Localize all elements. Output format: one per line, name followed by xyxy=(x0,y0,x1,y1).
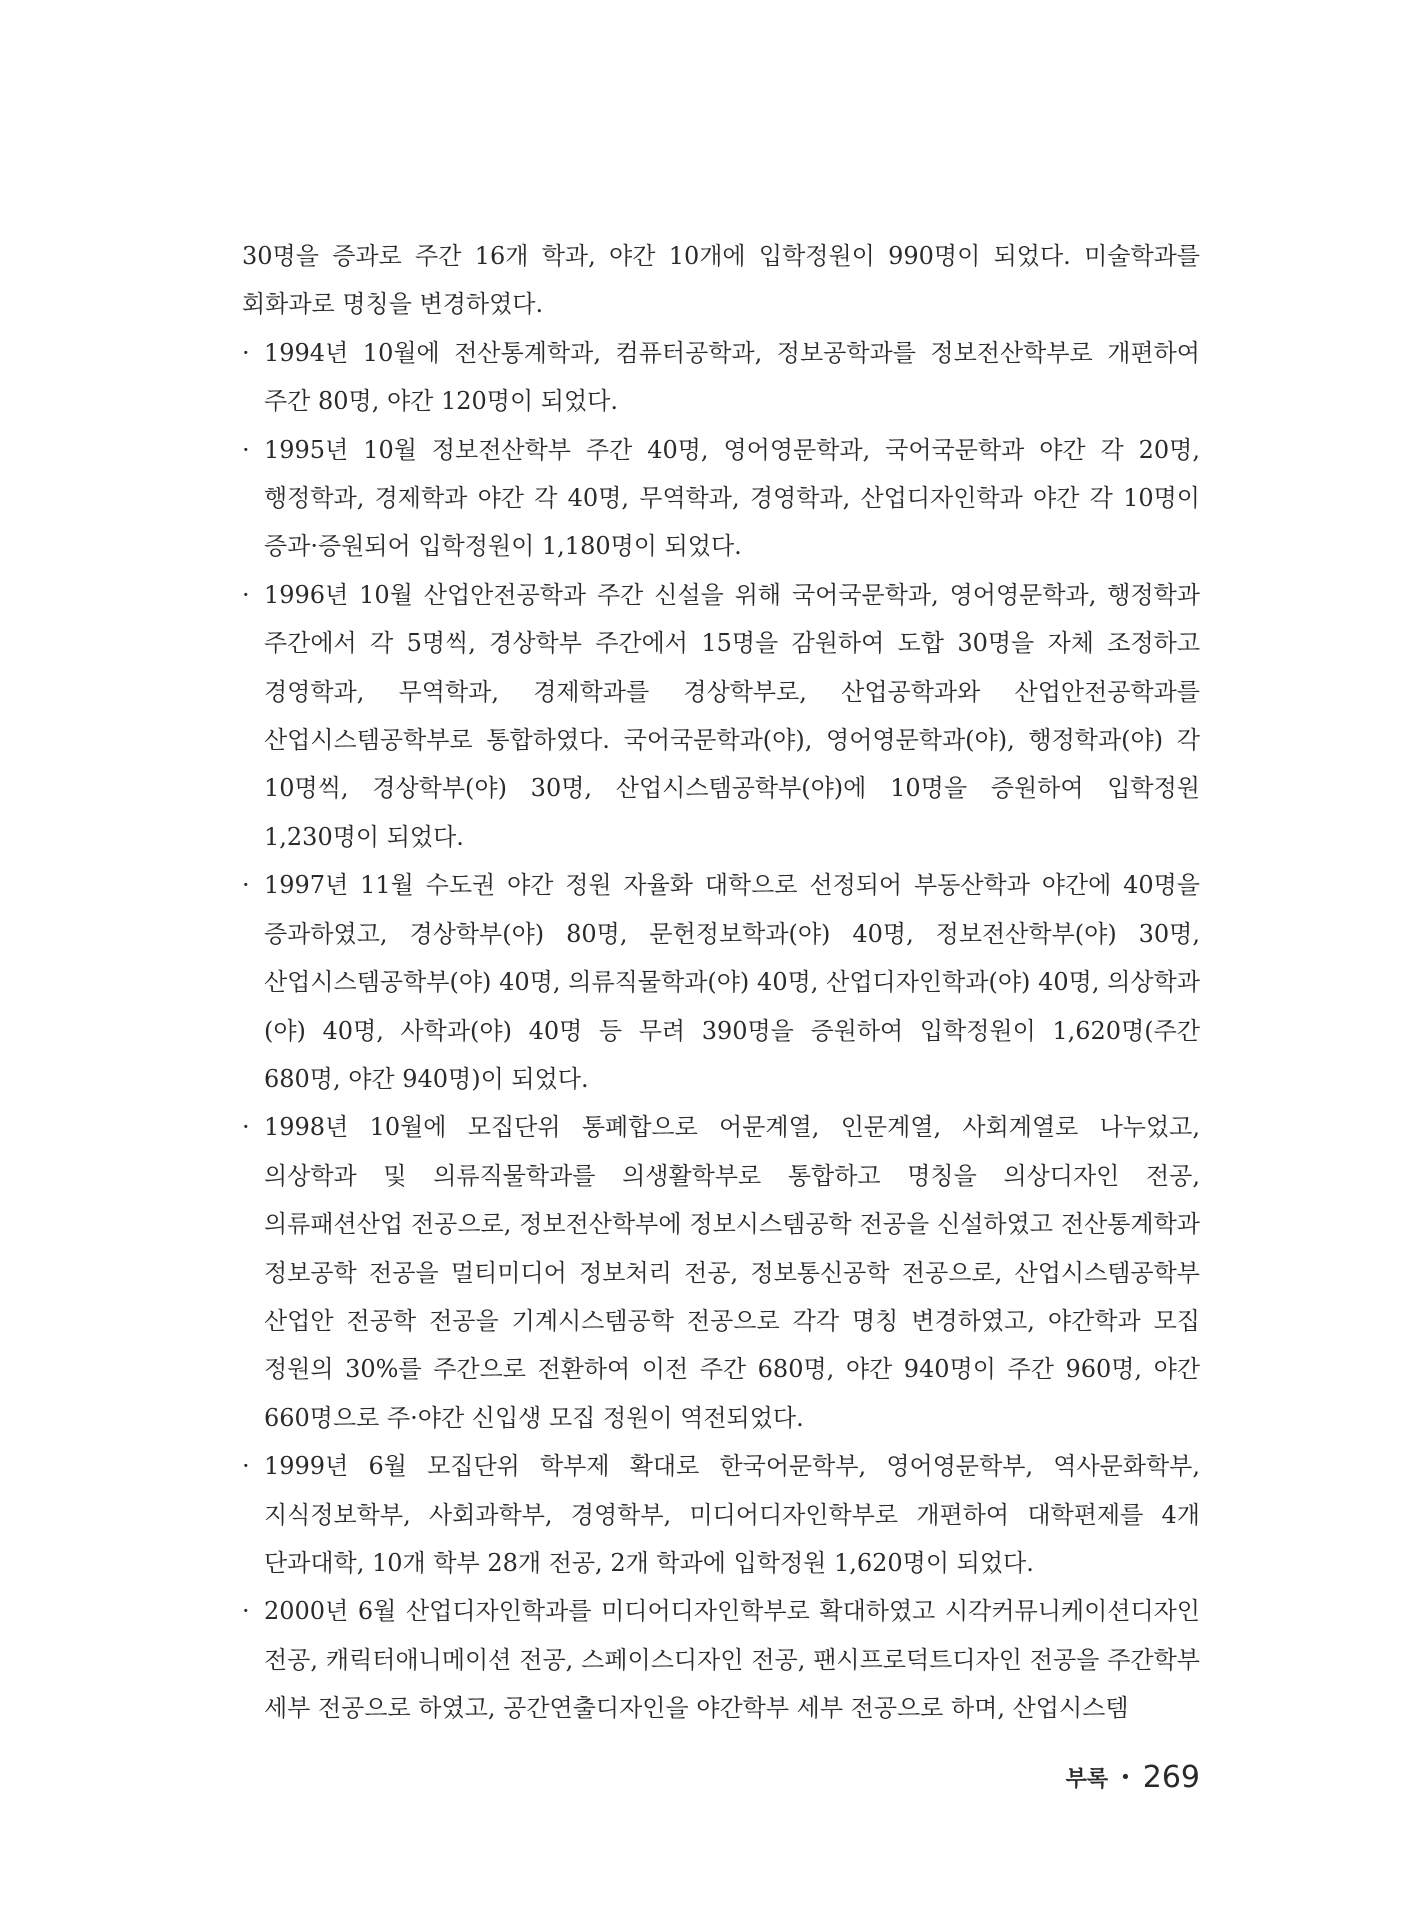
paragraph-text: 1994년 10월에 전산통계학과, 컴퓨터공학과, 정보공학과를 정보전산학부로 개편하여 주간 80명, 야간 120명이 되었다. xyxy=(264,338,1200,416)
paragraph-1997 xyxy=(242,861,1200,1103)
paragraph-1996 xyxy=(242,571,1200,861)
page-number: 269 xyxy=(1142,1760,1200,1795)
paragraph-text: 1999년 6월 모집단위 학부제 확대로 한국어문학부, 영어영문학부, 역사문화학부, 지식정보학부, 사회과학부, 경영학부, 미디어디자인학부로 개편하여 대학편제를 4개 단과대학, 10개 학부 28개 전공, 2개 학과에 입학정원 1,620명이 되었다. xyxy=(264,1452,1200,1577)
paragraph-text: 1998년 10월에 모집단위 통폐합으로 어문계열, 인문계열, 사회계열로 나누었고, 의상학과 및 의류직물학과를 의생활학부로 통합하고 명칭을 의상디자인 전공, 의류패션산업 전공으로, 정보전산학부에 정보시스템공학 전공을 신설하였고 전산통계학과 정보공학 전공을 멀티미디어 정보처리 전공, 정보통신공학 전공으로, 산업시스템공학부 산업안 전공학 전공을 기계시스템공학 전공으로 각각 명칭 변경하였고, 야간학과 모집 정원의 30%를 주간으로 전환하여 이전 주간 680명, 야간 940명이 주간 960명, 야간 660명으로 주·야간 신입생 모집 정원이 역전되었다. xyxy=(264,1113,1200,1432)
footer-section-label: 부록 xyxy=(1065,1767,1109,1792)
paragraph-1 xyxy=(242,232,1200,329)
paragraph-1995 xyxy=(242,426,1200,571)
footer-separator: • xyxy=(1120,1767,1131,1788)
paragraph-1999 xyxy=(242,1442,1200,1587)
bullet-marker: · xyxy=(242,1597,250,1626)
paragraph-text: 1997년 11월 수도권 야간 정원 자율화 대학으로 선정되어 부동산학과 야간에 40명을 증과하였고, 경상학부(야) 80명, 문헌정보학과(야) 40명, 정보전산학부(야) 30명, 산업시스템공학부(야) 40명, 의류직물학과(야) 40명, 산업디자인학과(야) 40명, 의상학과(야) 40명, 사학과(야) 40명 등 무려 390명을 증원하여 입학정원이 1,620명(주간 680명, 야간 940명)이 되었다. xyxy=(264,871,1200,1093)
bullet-marker: · xyxy=(242,580,250,609)
bullet-marker: · xyxy=(242,435,250,464)
paragraph-text: 30명을 증과로 주간 16개 학과, 야간 10개에 입학정원이 990명이 되었다. 미술학과를 회화과로 명칭을 변경하였다. xyxy=(242,242,1200,319)
paragraph-1998 xyxy=(242,1103,1200,1442)
paragraph-text: 2000년 6월 산업디자인학과를 미디어디자인학부로 확대하였고 시각커뮤니케이션디자인 전공, 캐릭터애니메이션 전공, 스페이스디자인 전공, 팬시프로덕트디자인 전공을 주간학부 세부 전공으로 하였고, 공간연출디자인을 야간학부 세부 전공으로 하며, 산업시스템 xyxy=(264,1597,1200,1723)
paragraph-2000 xyxy=(242,1587,1200,1732)
bullet-marker: · xyxy=(242,1452,250,1481)
bullet-marker: · xyxy=(242,871,250,900)
page-footer xyxy=(1066,1760,1200,1795)
paragraph-text: 1996년 10월 산업안전공학과 주간 신설을 위해 국어국문학과, 영어영문학과, 행정학과 주간에서 각 5명씩, 경상학부 주간에서 15명을 감원하여 도합 30명을 자체 조정하고 경영학과, 무역학과, 경제학과를 경상학부로, 산업공학과와 산업안전공학과를 산업시스템공학부로 통합하였다. 국어국문학과(야), 영어영문학과(야), 행정학과(야) 각 10명씩, 경상학부(야) 30명, 산업시스템공학부(야)에 10명을 증원하여 입학정원 1,230명이 되었다. xyxy=(264,580,1200,851)
paragraph-text: 1995년 10월 정보전산학부 주간 40명, 영어영문학과, 국어국문학과 야간 각 20명, 행정학과, 경제학과 야간 각 40명, 무역학과, 경영학과, 산업디자인학과 야간 각 10명이 증과·증원되어 입학정원이 1,180명이 되었다. xyxy=(264,435,1200,561)
bullet-marker: · xyxy=(242,1113,250,1142)
paragraph-1994 xyxy=(242,329,1200,426)
body-text xyxy=(242,232,1200,1733)
bullet-marker: · xyxy=(242,338,250,367)
